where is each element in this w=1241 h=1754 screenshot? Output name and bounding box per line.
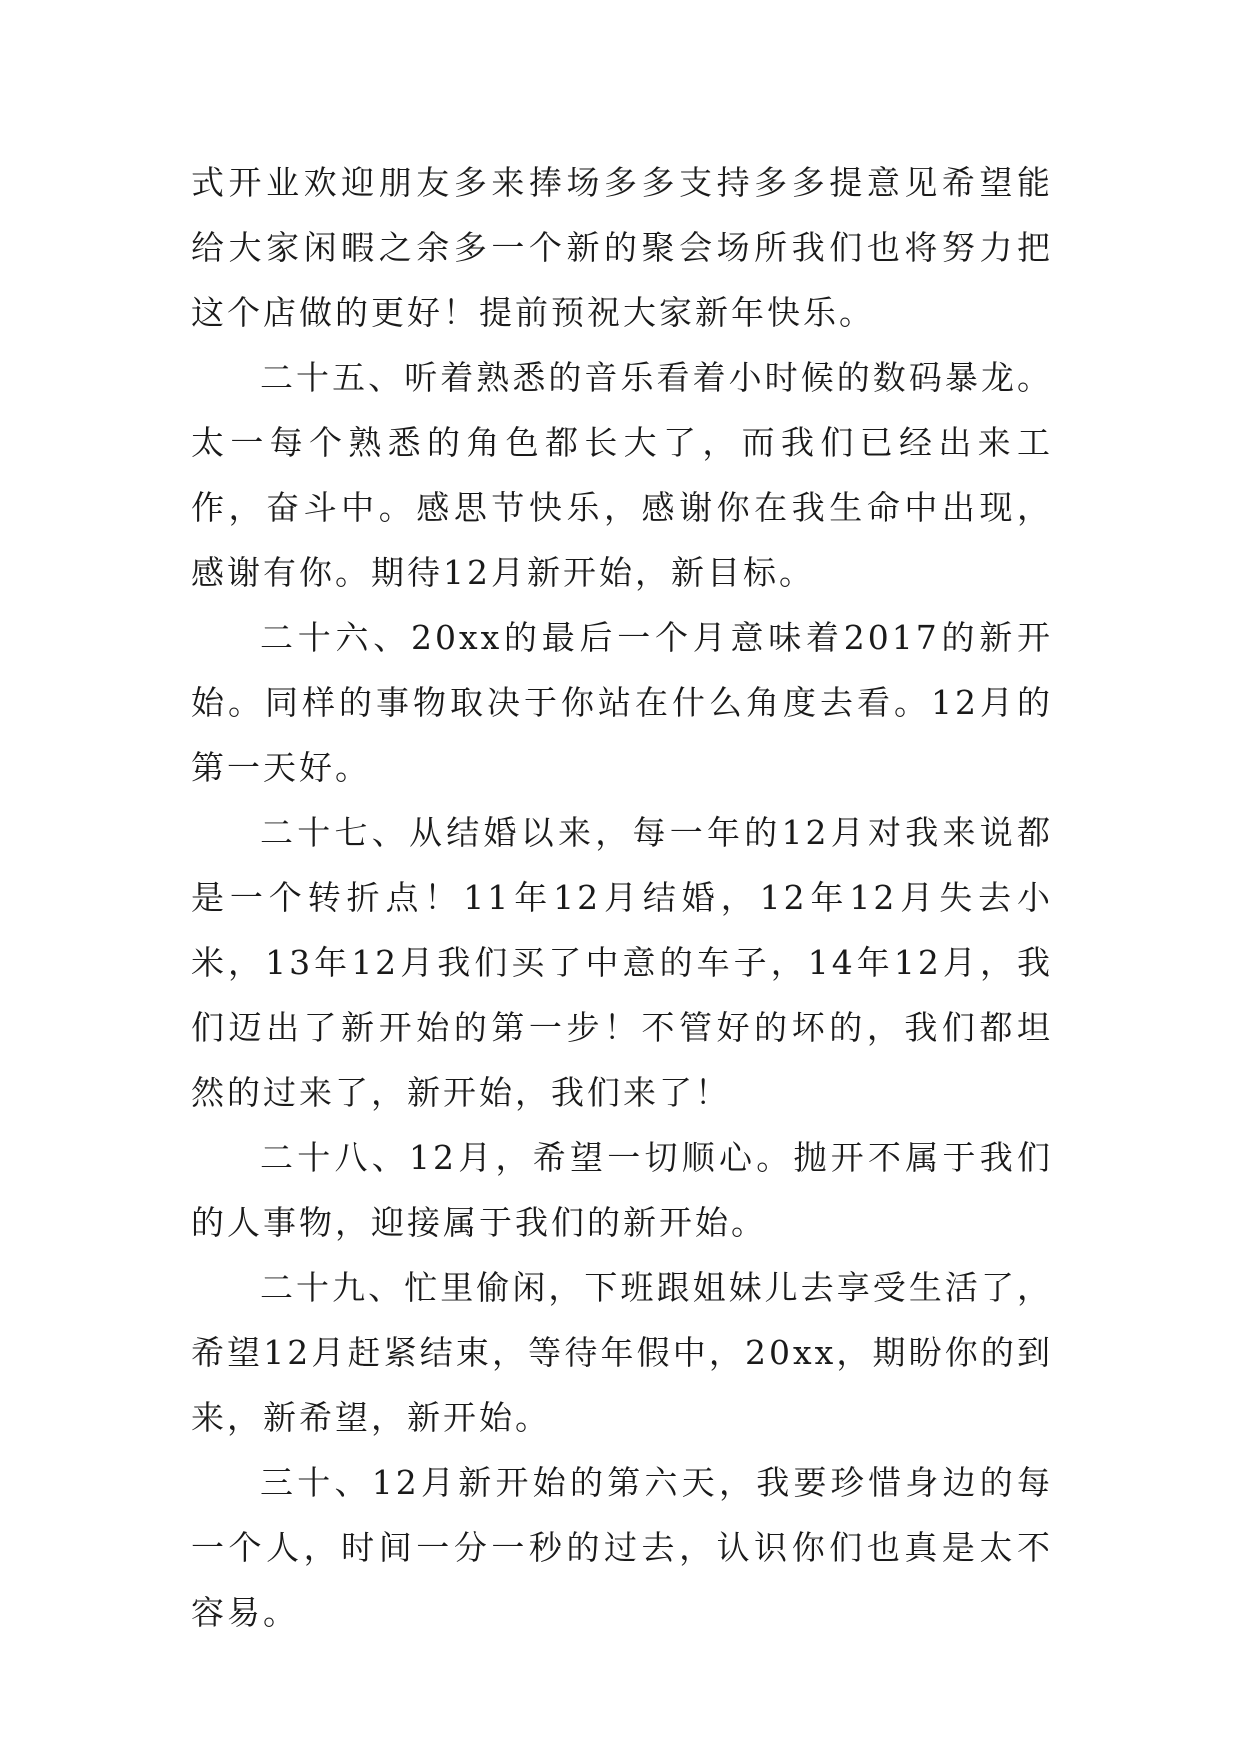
paragraph-continuation: 式开业欢迎朋友多来捧场多多支持多多提意见希望能给大家闲暇之余多一个新的聚会场所我们也将努力把这个店做的更好！提前预祝大家新年快乐。: [191, 163, 1053, 332]
paragraph-27: 二十七、从结婚以来，每一年的12月对我来说都是一个转折点！11年12月结婚，12年12月失去小米，13年12月我们买了中意的车子，14年12月，我们迈出了新开始的第一步！不管好的坏的，我们都坦然的过来了，新开始，我们来了！: [191, 813, 1053, 1112]
paragraph-28: 二十八、12月，希望一切顺心。抛开不属于我们的人事物，迎接属于我们的新开始。: [191, 1138, 1053, 1242]
paragraph-30: 三十、12月新开始的第六天，我要珍惜身边的每一个人，时间一分一秒的过去，认识你们也真是太不容易。: [191, 1463, 1053, 1632]
paragraph-29: 二十九、忙里偷闲，下班跟姐妹儿去享受生活了，希望12月赶紧结束，等待年假中，20xx，期盼你的到来，新希望，新开始。: [191, 1268, 1053, 1437]
document-page: [191, 150, 1053, 1645]
paragraph-25: 二十五、听着熟悉的音乐看着小时候的数码暴龙。太一每个熟悉的角色都长大了，而我们已经出来工作，奋斗中。感思节快乐，感谢你在我生命中出现，感谢有你。期待12月新开始，新目标。: [191, 358, 1053, 592]
paragraph-26: 二十六、20xx的最后一个月意味着2017的新开始。同样的事物取决于你站在什么角度去看。12月的第一天好。: [191, 618, 1053, 787]
